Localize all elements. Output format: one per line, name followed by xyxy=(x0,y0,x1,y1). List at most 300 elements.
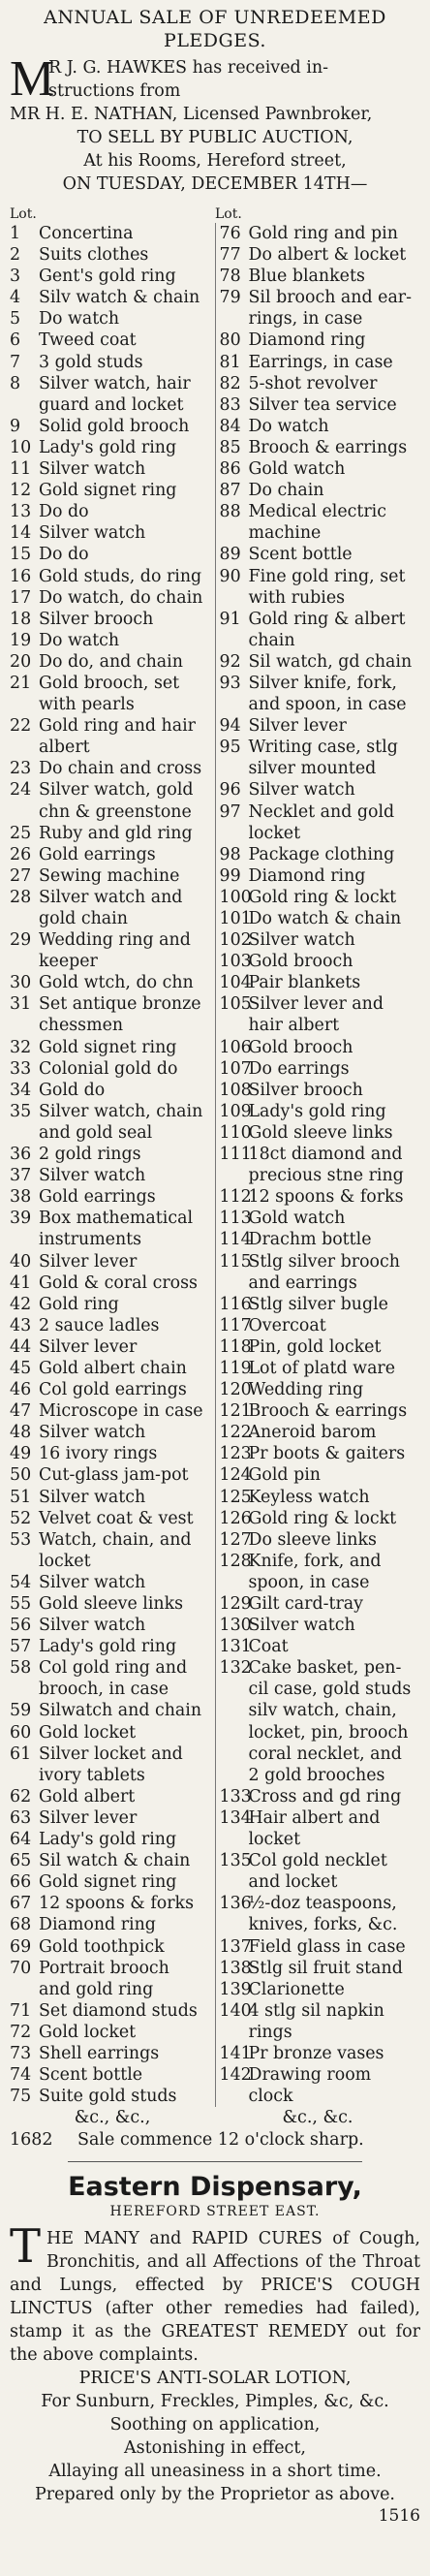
lot-item xyxy=(10,1251,211,1272)
lot-number xyxy=(10,1122,39,1144)
lot-description: Gold locket xyxy=(39,2022,137,2042)
lot-item xyxy=(220,1294,421,1315)
lot-number: 122 xyxy=(219,1423,252,1443)
lot-number: 23 xyxy=(10,759,32,779)
lot-item xyxy=(220,715,421,737)
lot-item xyxy=(10,352,211,373)
lot-item xyxy=(220,566,421,587)
lot-description: Gold earrings xyxy=(39,1187,156,1208)
lot-description: Silver watch xyxy=(248,1616,355,1636)
ad-title: Eastern Dispensary, xyxy=(68,2172,362,2203)
lot-number: 71 xyxy=(10,2000,32,2021)
lot-number: 117 xyxy=(219,1315,252,1335)
lot-description: Silver watch, gold xyxy=(39,780,194,801)
lot-description: Keyless watch xyxy=(248,1487,370,1507)
lot-item xyxy=(10,758,211,779)
lot-item xyxy=(220,1144,421,1165)
lot-number: 133 xyxy=(219,1786,252,1806)
ad-reference: 1516 xyxy=(378,2506,420,2527)
lot-number: 89 xyxy=(219,545,241,565)
lot-number: 102 xyxy=(219,930,252,951)
lot-item xyxy=(220,1871,421,1893)
lot-description: Silver watch xyxy=(39,1616,146,1636)
lot-item xyxy=(220,908,421,929)
lot-label-right: Lot. xyxy=(215,206,242,222)
lot-number: 32 xyxy=(10,1037,32,1057)
lot-item xyxy=(10,1379,211,1400)
etc-left: &c., &c., xyxy=(74,2108,151,2128)
lot-number xyxy=(220,758,249,779)
lot-number: 129 xyxy=(219,1594,252,1614)
lot-item xyxy=(220,951,421,972)
lot-item xyxy=(220,1508,421,1529)
lot-number xyxy=(220,823,249,844)
lot-description: Lady's gold ring xyxy=(248,1101,386,1121)
lot-description: Field glass in case xyxy=(248,1936,406,1957)
lot-number: 118 xyxy=(219,1336,252,1357)
lot-description: Clarionette xyxy=(248,1979,345,1999)
lot-description: Do watch, do chain xyxy=(39,587,203,608)
lot-item xyxy=(220,2000,421,2022)
lot-description: Gold brooch xyxy=(248,952,353,972)
lot-item xyxy=(220,1636,421,1657)
lot-description: Pin, gold locket xyxy=(248,1336,382,1357)
intro-block xyxy=(10,51,420,196)
lot-item xyxy=(10,1122,211,1144)
lot-number: 124 xyxy=(219,1465,252,1486)
lot-number xyxy=(10,1679,39,1700)
lot-number: 131 xyxy=(219,1637,252,1657)
lot-number: 15 xyxy=(10,545,32,565)
lot-item xyxy=(10,1229,211,1250)
lot-item xyxy=(10,737,211,758)
lot-description: Gold ring & albert xyxy=(248,609,406,629)
lot-number: 47 xyxy=(10,1401,32,1422)
lot-item xyxy=(10,1101,211,1122)
lot-number: 30 xyxy=(10,973,32,993)
ad-line1: PRICE'S ANTI-SOLAR LOTION, xyxy=(78,2369,352,2389)
lot-item xyxy=(220,1936,421,1958)
lot-description: chessmen xyxy=(39,1016,124,1036)
lot-description: Do watch xyxy=(39,630,120,650)
lot-description: Silver brooch xyxy=(248,1080,363,1100)
lot-description: Gold brooch xyxy=(248,1037,353,1057)
lot-item xyxy=(10,1015,211,1036)
lot-item xyxy=(220,1122,421,1144)
lot-number xyxy=(220,587,249,609)
lot-description: Drawing room xyxy=(248,2065,372,2086)
lot-description: Gold ring xyxy=(39,1294,119,1314)
lot-description: Col gold ring and xyxy=(39,1658,188,1679)
lot-item xyxy=(220,458,421,480)
lot-description: Silver watch xyxy=(39,1166,146,1186)
lot-number: 128 xyxy=(219,1551,252,1571)
lot-number: 105 xyxy=(219,994,252,1015)
lot-number: 7 xyxy=(10,352,21,372)
lot-number: 132 xyxy=(219,1658,252,1679)
lot-number: 125 xyxy=(219,1487,252,1507)
lot-description: Gold earrings xyxy=(39,844,156,864)
lot-number: 77 xyxy=(219,245,241,266)
lot-item xyxy=(220,1015,421,1036)
lot-item xyxy=(10,823,211,844)
lot-number: 51 xyxy=(10,1487,32,1507)
lot-number: 110 xyxy=(219,1122,252,1143)
lot-description: Sil brooch and ear- xyxy=(248,288,412,308)
lot-number xyxy=(220,1829,249,1850)
lot-number: 28 xyxy=(10,887,32,907)
lot-item xyxy=(220,1165,421,1186)
lot-description: silver mounted xyxy=(248,759,377,779)
lot-item xyxy=(220,929,421,951)
lot-description: Lot of platd ware xyxy=(248,1358,396,1378)
lot-number: 5 xyxy=(10,309,21,330)
lot-item xyxy=(10,1807,211,1829)
lot-number xyxy=(10,1015,39,1036)
lot-description: Do chain and cross xyxy=(39,759,202,779)
lot-item xyxy=(10,587,211,609)
lot-number: 74 xyxy=(10,2065,32,2086)
lot-description: Pr bronze vases xyxy=(248,2043,384,2063)
lot-number: 127 xyxy=(219,1529,252,1550)
lot-description: Gold watch xyxy=(248,459,346,480)
lot-description: Drachm bottle xyxy=(248,1230,372,1250)
lot-number: 46 xyxy=(10,1380,32,1400)
lot-item xyxy=(10,1422,211,1443)
lot-number: 20 xyxy=(10,651,32,672)
lot-number: 123 xyxy=(219,1444,252,1464)
lot-item xyxy=(10,1786,211,1807)
ad-paragraph xyxy=(10,2219,420,2367)
lot-item xyxy=(220,1443,421,1464)
lot-item xyxy=(220,373,421,394)
lot-description: and gold seal xyxy=(39,1122,153,1143)
lot-description: Gold & coral cross xyxy=(39,1272,198,1293)
lot-item xyxy=(10,1208,211,1229)
lot-item xyxy=(10,1165,211,1186)
lot-description: Gold pin xyxy=(248,1465,321,1486)
lot-number: 16 xyxy=(10,566,32,586)
lot-description: Microscope in case xyxy=(39,1401,203,1422)
lot-number: 42 xyxy=(10,1294,32,1314)
lot-number: 114 xyxy=(219,1230,252,1250)
lot-item xyxy=(220,1765,421,1786)
lot-description: Silver watch xyxy=(248,780,355,801)
lot-item xyxy=(220,1786,421,1807)
lot-number: 92 xyxy=(219,651,241,672)
footer-number: 1682 xyxy=(10,2130,53,2151)
lot-item xyxy=(10,1914,211,1935)
lot-description: Col gold earrings xyxy=(39,1380,187,1400)
lot-item xyxy=(10,1679,211,1700)
lot-description: Stlg sil fruit stand xyxy=(248,1958,403,1978)
lot-number: 86 xyxy=(219,459,241,480)
lot-description: Silver tea service xyxy=(248,394,397,415)
lot-number: 104 xyxy=(219,973,252,993)
lot-description: Silver watch xyxy=(39,1572,146,1592)
lot-number: 43 xyxy=(10,1315,32,1335)
lot-item xyxy=(10,951,211,972)
lot-description: Fine gold ring, set xyxy=(248,566,406,586)
lot-item xyxy=(10,1979,211,2000)
lot-number: 109 xyxy=(219,1101,252,1121)
lot-item xyxy=(10,844,211,865)
lot-item xyxy=(220,522,421,544)
lot-description: and earrings xyxy=(248,1272,357,1293)
lot-item xyxy=(220,1379,421,1400)
lot-number: 68 xyxy=(10,1915,32,1935)
lot-number xyxy=(220,2022,249,2043)
lot-item xyxy=(10,630,211,651)
lot-item xyxy=(10,887,211,908)
lot-item xyxy=(10,1080,211,1101)
lot-item xyxy=(220,1893,421,1914)
lot-description: locket xyxy=(248,823,301,843)
lot-item xyxy=(220,1080,421,1101)
lot-description: Silver watch, chain xyxy=(39,1101,203,1121)
lot-item xyxy=(220,480,421,501)
lot-number: 14 xyxy=(10,523,32,544)
lot-number: 17 xyxy=(10,587,32,608)
lot-item xyxy=(220,2086,421,2107)
lot-item xyxy=(220,394,421,416)
lot-description: 18ct diamond and xyxy=(248,1145,403,1165)
lot-number: 79 xyxy=(219,288,241,308)
heading-line2: PLEDGES. xyxy=(164,30,266,51)
lot-item xyxy=(10,2043,211,2064)
lot-item xyxy=(10,801,211,823)
lot-item xyxy=(220,1101,421,1122)
lot-item xyxy=(220,673,421,694)
lot-description: ½-doz teaspoons, xyxy=(248,1894,397,1914)
lot-item xyxy=(220,1615,421,1636)
lot-number: 130 xyxy=(219,1616,252,1636)
lot-description: Gold watch xyxy=(248,1209,346,1229)
lot-item xyxy=(220,1958,421,1979)
lot-description: clock xyxy=(248,2087,293,2107)
ad-line2: For Sunburn, Freckles, Pimples, &c, &c. xyxy=(41,2392,389,2412)
lot-item xyxy=(220,308,421,330)
lot-description: Cake basket, pen- xyxy=(248,1658,402,1679)
lot-number: 76 xyxy=(219,224,241,243)
lot-number: 35 xyxy=(10,1101,32,1121)
lot-number xyxy=(10,1765,39,1786)
lot-item xyxy=(10,501,211,522)
lot-description: and spoon, in case xyxy=(248,695,407,715)
ad-line4: Astonishing in effect, xyxy=(124,2438,306,2459)
lot-description: Gold wtch, do chn xyxy=(39,973,194,993)
lot-number xyxy=(220,694,249,715)
dispensary-ad xyxy=(10,2172,420,2526)
lot-number xyxy=(10,908,39,929)
lot-item xyxy=(10,1464,211,1486)
lot-number: 93 xyxy=(219,673,241,693)
lot-number: 75 xyxy=(10,2087,32,2107)
lot-number: 60 xyxy=(10,1722,32,1743)
lot-number xyxy=(220,2086,249,2107)
lot-description: Coat xyxy=(248,1637,289,1657)
lot-description: Gold ring and pin xyxy=(248,224,398,243)
lot-number: 18 xyxy=(10,609,32,629)
lot-number: 33 xyxy=(10,1058,32,1079)
lot-description: rings xyxy=(248,2022,292,2042)
lot-item xyxy=(220,1572,421,1593)
lot-description: Gold do xyxy=(39,1080,106,1100)
lot-item xyxy=(10,1958,211,1979)
lot-description: Do watch & chain xyxy=(248,909,402,928)
lot-item xyxy=(220,2043,421,2064)
ad-line6: Prepared only by the Proprietor as above. xyxy=(35,2485,395,2505)
lot-description: Gold brooch, set xyxy=(39,673,180,693)
lot-number: 13 xyxy=(10,502,32,522)
lot-description: Writing case, stlg xyxy=(248,738,398,758)
lot-number: 115 xyxy=(219,1251,252,1272)
lot-item xyxy=(220,865,421,887)
lot-number: 53 xyxy=(10,1529,32,1550)
lot-item xyxy=(10,1037,211,1058)
lot-number: 2 xyxy=(10,245,21,266)
lot-description: Do watch xyxy=(248,416,329,436)
lot-item xyxy=(10,1700,211,1721)
lot-description: Package clothing xyxy=(248,844,395,864)
lot-item xyxy=(10,1829,211,1850)
lot-item xyxy=(10,223,211,244)
lot-description: Diamond ring xyxy=(248,865,366,886)
lot-description: Set antique bronze xyxy=(39,994,201,1015)
lot-description: Silver watch xyxy=(39,1487,146,1507)
sale-footer xyxy=(10,2128,420,2152)
lot-description: Ruby and gld ring xyxy=(39,823,193,843)
lot-description: knives, forks, &c. xyxy=(248,1915,398,1935)
lot-description: 2 gold rings xyxy=(39,1145,141,1165)
lot-number: 41 xyxy=(10,1272,32,1293)
lot-item xyxy=(10,1272,211,1294)
lot-item xyxy=(220,651,421,673)
lot-item xyxy=(220,1593,421,1615)
lot-item xyxy=(220,1914,421,1935)
lot-description: silv watch, chain, xyxy=(248,1701,397,1721)
lot-description: Sewing machine xyxy=(39,865,180,886)
lot-item xyxy=(220,887,421,908)
lot-number: 49 xyxy=(10,1444,32,1464)
lot-item xyxy=(220,1251,421,1272)
lot-number: 63 xyxy=(10,1807,32,1828)
lot-description: Brooch & earrings xyxy=(248,1401,408,1422)
lot-description: Sil watch, gd chain xyxy=(248,651,413,672)
ad-line5: Allaying all uneasiness in a short time. xyxy=(48,2462,382,2482)
lot-description: 5-shot revolver xyxy=(248,373,378,393)
lot-description: Suite gold studs xyxy=(39,2087,177,2107)
lot-description: gold chain xyxy=(39,909,128,928)
lot-number xyxy=(220,308,249,330)
lot-number: 54 xyxy=(10,1572,32,1592)
lot-item xyxy=(220,2064,421,2086)
lot-item xyxy=(220,330,421,351)
lot-description: Medical electric xyxy=(248,502,386,522)
lot-item xyxy=(220,1700,421,1721)
lot-description: 4 stlg sil napkin xyxy=(248,2000,384,2021)
lot-number: 21 xyxy=(10,673,32,693)
lot-description: instruments xyxy=(39,1230,142,1250)
lot-number: 99 xyxy=(219,865,241,886)
lot-item xyxy=(220,352,421,373)
lot-description: locket xyxy=(39,1551,91,1571)
lot-item xyxy=(10,1058,211,1080)
lot-item xyxy=(10,1443,211,1464)
lot-description: Silv watch & chain xyxy=(39,288,200,308)
lot-number: 126 xyxy=(219,1508,252,1528)
lot-description: Cross and gd ring xyxy=(248,1786,402,1806)
lot-description: and gold ring xyxy=(39,1979,154,1999)
lot-item xyxy=(220,1336,421,1358)
lot-number: 66 xyxy=(10,1872,32,1893)
lot-number xyxy=(220,1015,249,1036)
lot-number: 141 xyxy=(219,2043,252,2063)
lot-description: Gilt card-tray xyxy=(248,1594,363,1614)
lot-number: 119 xyxy=(219,1358,252,1378)
lot-description: Stlg silver brooch xyxy=(248,1251,400,1272)
lot-item xyxy=(10,2022,211,2043)
lot-description: Col gold necklet xyxy=(248,1851,387,1871)
lot-description: Shell earrings xyxy=(39,2043,160,2063)
lot-item xyxy=(220,758,421,779)
lot-description: hair albert xyxy=(248,1016,340,1036)
lot-number: 88 xyxy=(219,502,241,522)
lot-number xyxy=(220,630,249,651)
lot-number: 62 xyxy=(10,1786,32,1806)
lot-description: keeper xyxy=(39,952,98,972)
lot-description: guard and locket xyxy=(39,394,184,415)
lot-item xyxy=(10,1615,211,1636)
lot-item xyxy=(220,609,421,630)
lot-number: 112 xyxy=(219,1187,252,1208)
lot-item xyxy=(10,1765,211,1786)
lot-number: 59 xyxy=(10,1701,32,1721)
lot-item xyxy=(10,865,211,887)
lot-item xyxy=(220,844,421,865)
lot-description: Wedding ring xyxy=(248,1380,364,1400)
lot-item xyxy=(10,2000,211,2022)
lot-description: Do do xyxy=(39,545,89,565)
lot-item xyxy=(10,1336,211,1358)
lot-number: 87 xyxy=(219,481,241,501)
lot-description: 2 sauce ladles xyxy=(39,1315,160,1335)
lot-description: Do do xyxy=(39,502,89,522)
lot-description: Pair blankets xyxy=(248,973,361,993)
lot-description: Stlg silver bugle xyxy=(248,1294,388,1314)
lot-description: Silver brooch xyxy=(39,609,154,629)
lot-item xyxy=(10,1294,211,1315)
lot-description: Gold albert xyxy=(39,1786,136,1806)
lot-item xyxy=(10,694,211,715)
lot-number xyxy=(220,522,249,544)
lot-description: precious stne ring xyxy=(248,1166,404,1186)
lot-number: 27 xyxy=(10,865,32,886)
intro-line5: At his Rooms, Hereford street, xyxy=(83,151,347,171)
lot-description: with pearls xyxy=(39,695,135,715)
lot-description: Do albert & locket xyxy=(248,245,407,266)
lot-item xyxy=(10,609,211,630)
lot-description: with rubies xyxy=(248,587,346,608)
lot-description: ivory tablets xyxy=(39,1765,145,1785)
lot-description: Aneroid barom xyxy=(248,1423,377,1443)
lot-description: Silwatch and chain xyxy=(39,1701,202,1721)
lot-description: albert xyxy=(39,738,90,758)
heading-line1: ANNUAL SALE OF UNREDEEMED xyxy=(44,7,386,28)
lot-number: 25 xyxy=(10,823,32,843)
lot-number: 1 xyxy=(10,224,21,243)
lot-item xyxy=(10,1657,211,1679)
